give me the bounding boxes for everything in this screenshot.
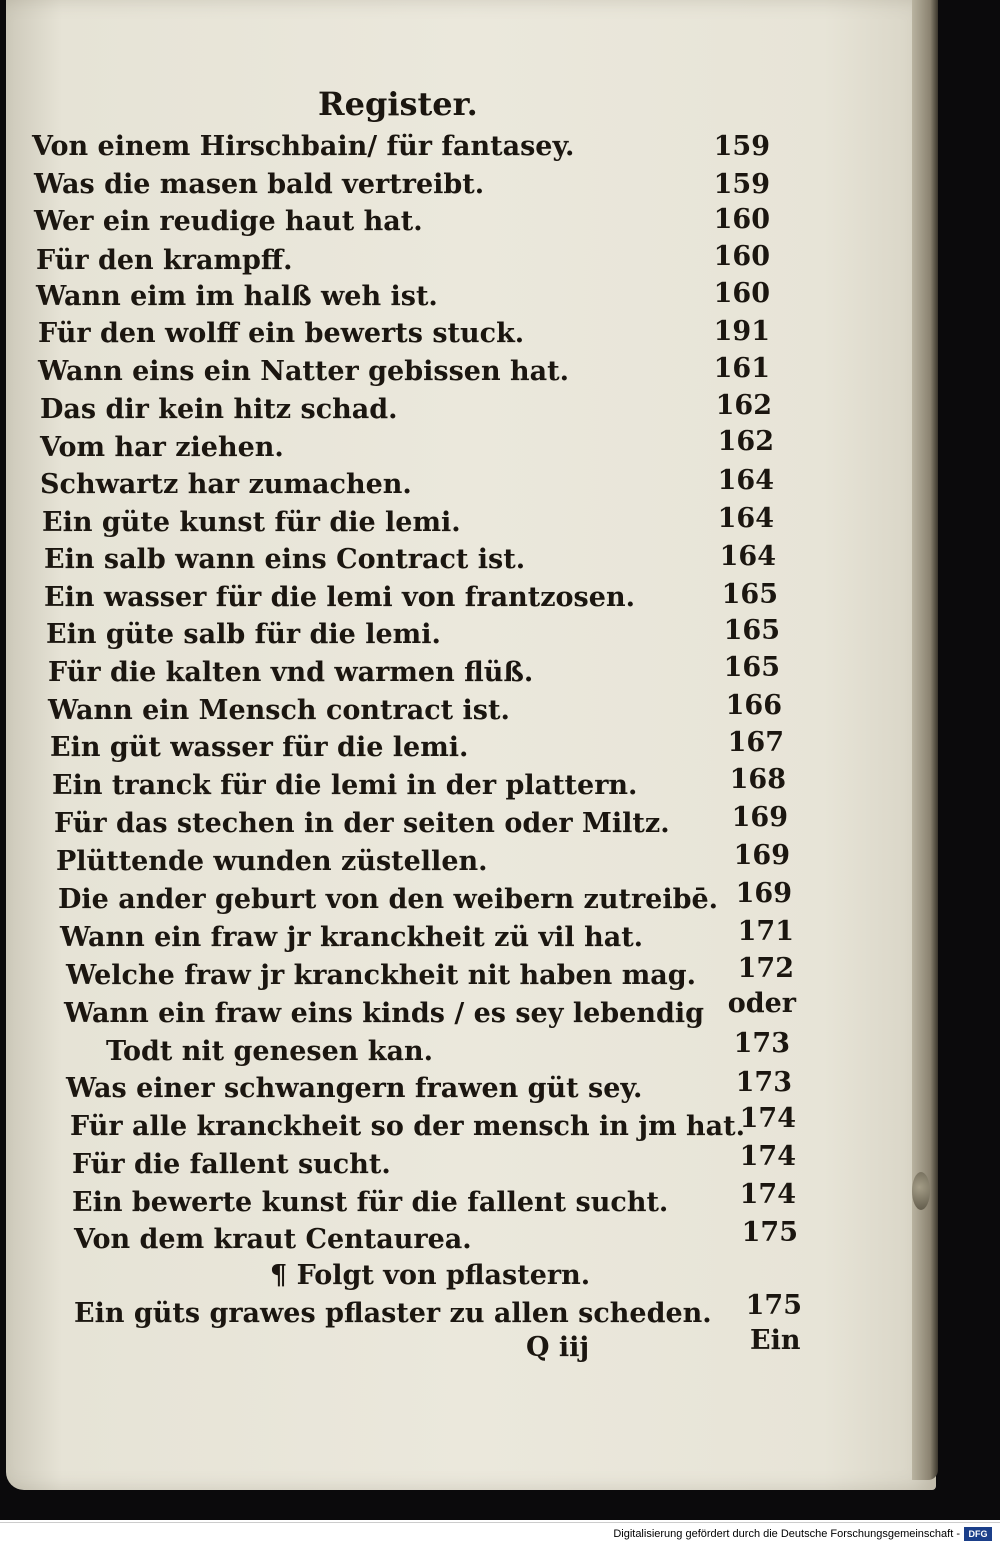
entry-page: 164 [717, 503, 774, 534]
entry-text: Ein tranck für die lemi in der plattern. [52, 770, 638, 801]
entry-page: 161 [713, 353, 770, 384]
entry-text: Ein güts grawes pflaster zu allen scheden. [74, 1298, 712, 1329]
entry-text: Wann ein Mensch contract ist. [48, 695, 510, 726]
entry-text: Schwartz har zumachen. [40, 469, 412, 500]
entry-text: Wer ein reudige haut hat. [34, 206, 423, 237]
entry-text: Ein salb wann eins Contract ist. [44, 544, 526, 575]
entry-page: 159 [713, 169, 770, 200]
entry-text: Für das stechen in der seiten oder Miltz. [54, 808, 670, 839]
entry-text: Ein güt wasser für die lemi. [50, 732, 469, 763]
entry-page: 174 [739, 1179, 796, 1210]
entry-page: 162 [717, 426, 774, 457]
entry-page: 168 [729, 764, 786, 795]
entry-page: oder [727, 988, 796, 1019]
funding-credit: Digitalisierung gefördert durch die Deutsche Forschungsgemeinschaft - [613, 1528, 960, 1540]
entry-page: 160 [713, 204, 770, 235]
entry-page: 160 [713, 241, 770, 272]
section-heading: ¶ Folgt von pflastern. [270, 1260, 591, 1291]
entry-text: Für den krampff. [36, 245, 293, 276]
clasp-mark [912, 1172, 930, 1210]
entry-page: 191 [713, 316, 770, 347]
entry-text: Von dem kraut Centaurea. [74, 1224, 472, 1255]
entry-text: Ein bewerte kunst für die fallent sucht. [72, 1187, 669, 1218]
entry-page: 169 [735, 878, 792, 909]
entry-page: 165 [723, 615, 780, 646]
entry-page: 167 [727, 727, 784, 758]
footer-bar [0, 1522, 1000, 1547]
entry-text: Plüttende wunden züstellen. [56, 846, 488, 877]
entry-page: 159 [713, 131, 770, 162]
entry-text: Von einem Hirschbain/ für fantasey. [32, 131, 575, 162]
signature-mark: Q iij [526, 1332, 590, 1363]
entry-page: 164 [717, 465, 774, 496]
entry-text: Wann eim im halß weh ist. [36, 281, 438, 312]
entry-text: Was einer schwangern frawen güt sey. [66, 1073, 643, 1104]
entry-text: Für die kalten vnd warmen flüß. [48, 657, 534, 688]
entry-text: Todt nit genesen kan. [106, 1036, 434, 1067]
page-edge [912, 0, 938, 1480]
entry-text: Ein güte salb für die lemi. [46, 619, 441, 650]
entry-text: Welche fraw jr kranckheit nit haben mag. [66, 960, 697, 991]
entry-page: 172 [737, 953, 794, 984]
catchword: Ein [750, 1325, 801, 1356]
entry-text: Für alle kranckheit so der mensch in jm hat. [70, 1111, 746, 1142]
entry-page: 175 [745, 1290, 802, 1321]
entry-page: 173 [733, 1028, 790, 1059]
entry-text: Ein güte kunst für die lemi. [42, 507, 461, 538]
dfg-logo-icon[interactable]: DFG [964, 1527, 992, 1541]
entry-page: 165 [723, 652, 780, 683]
entry-page: 164 [719, 541, 776, 572]
entry-page: 174 [739, 1141, 796, 1172]
entry-text: Wann ein fraw jr kranckheit zü vil hat. [60, 922, 644, 953]
entry-text: Ein wasser für die lemi von frantzosen. [44, 582, 635, 613]
entry-page: 165 [721, 579, 778, 610]
entry-page: 160 [713, 278, 770, 309]
entry-text: Vom har ziehen. [40, 432, 284, 463]
entry-page: 174 [739, 1103, 796, 1134]
entry-page: 171 [737, 916, 794, 947]
entry-page: 169 [731, 802, 788, 833]
entry-page: 173 [735, 1067, 792, 1098]
entry-page: 166 [725, 690, 782, 721]
entry-text: Für den wolff ein bewerts stuck. [38, 318, 525, 349]
entry-page: 169 [733, 840, 790, 871]
entry-text: Das dir kein hitz schad. [40, 394, 398, 425]
register-heading: Register. [318, 85, 478, 123]
entry-text: Für die fallent sucht. [72, 1149, 391, 1180]
entry-page: 175 [741, 1217, 798, 1248]
entry-text: Die ander geburt von den weibern zutreibē. [58, 884, 719, 915]
entry-page: 162 [715, 390, 772, 421]
entry-text: Wann ein fraw eins kinds / es sey lebendig [64, 998, 704, 1029]
entry-text: Wann eins ein Natter gebissen hat. [38, 356, 569, 387]
entry-text: Was die masen bald vertreibt. [34, 169, 485, 200]
